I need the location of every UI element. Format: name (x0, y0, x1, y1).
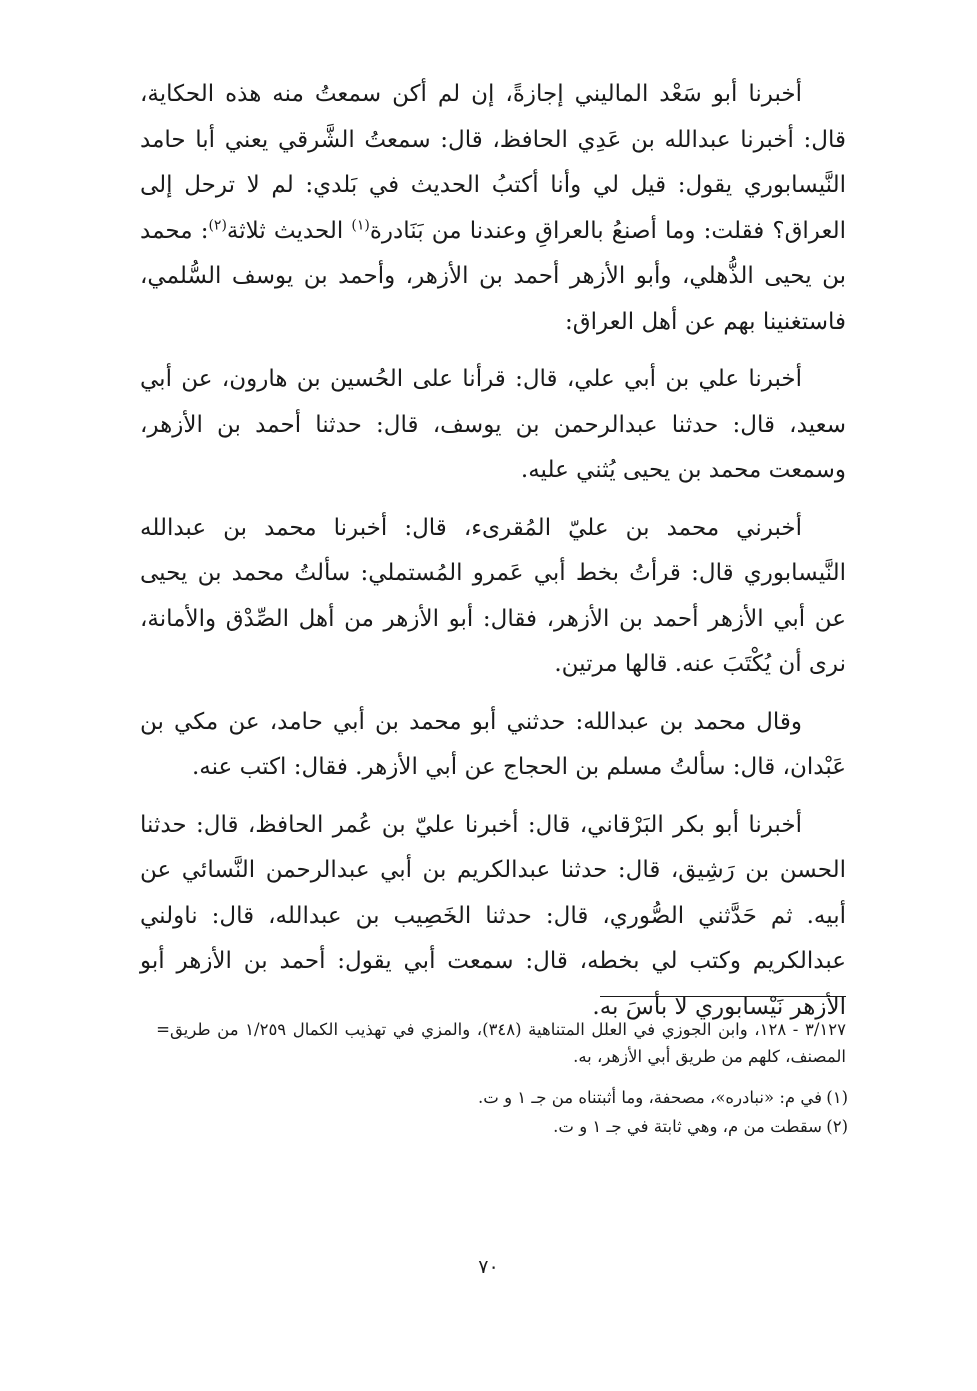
paragraph-1 (140, 72, 846, 345)
footnote-2 (140, 1113, 870, 1140)
footnotes (140, 1016, 870, 1142)
paragraph-2: أخبرنا علي بن أبي علي، قال: قرأنا على الحُسين بن هارون، عن أبي سعيد، قال: حدثنا عبدالرحمن بن يوسف، قال: حدثنا أحمد بن الأزهر، وسمعت محمد بن يحيى يُثني عليه. (140, 366, 846, 483)
page-number: ٧٠ (478, 1256, 499, 1278)
paragraph-1-text-c: : محمد بن يحيى الذُّهلي، وأبو الأزهر أحمد بن الأزهر، وأحمد بن يوسف السُّلمي، فاستغنينا بهم عن أهل العراق: (140, 217, 846, 335)
footnote-ref-2: (٢) (208, 216, 227, 233)
footnote-1 (140, 1084, 870, 1111)
paragraph-3: أخبرني محمد بن عليّ المُقرىء، قال: أخبرنا محمد بن عبدالله النَّيسابوري قال: قرأتُ بخط أبي عَمرو المُستملي: سألتُ محمد بن يحيى عن أبي الأزهر أحمد بن الأزهر، فقال: أبو الأزهر من أهل الصِّدْق والأمانة، نرى أن يُكْتَبَ عنه. قالها مرتين. (140, 514, 846, 677)
paragraph-5: أخبرنا أبو بكر البَرْقاني، قال: أخبرنا عليّ بن عُمر الحافظ، قال: حدثنا الحسن بن رَشِيق، قال: حدثنا عبدالكريم بن أبي عبدالرحمن النَّسائي عن أبيه. ثم حَدَّثني الصُّوري، قال: حدثنا الخَصِيب بن عبدالله، قال: ناولني عبدالكريم وكتب لي بخطه، قال: سمعت أبي يقول: أحمد بن الأزهر أبو الأزهر نَيْسابوري لا بأسَ به. (140, 811, 846, 1020)
footnote-continuation (140, 1016, 870, 1070)
main-text (140, 72, 846, 1042)
footnote-continuation-text: ٣/١٢٧ - ١٢٨، وابن الجوزي في العلل المتناهية (٣٤٨)، والمزي في تهذيب الكمال ١/٢٥٩ من طريق المصنف، كلهم من طريق أبي الأزهر، به. (170, 1020, 846, 1066)
footnote-text: في م: «نبادره»، مصحفة، وما أثبتناه من جـ ١ و ت. (478, 1088, 822, 1107)
footnote-text: سقطت من م، وهي ثابتة في جـ ١ و ت. (553, 1117, 822, 1136)
footnote-number: (٢) (826, 1117, 848, 1136)
footnote-continuation-marker: = (156, 1020, 170, 1039)
footnote-number: (١) (826, 1088, 848, 1107)
paragraph-1-text-a: أخبرنا أبو سَعْد الماليني إجازةً، إن لم أكن سمعتُ منه هذه الحكاية، قال: أخبرنا عبدالله بن عَدِي الحافظ، قال: سمعتُ الشَّرقي يعني أبا حامد النَّيسابوري يقول: قيل لي وأنا أكتبُ الحديث في بَلدي: لم لا ترحل إلى العراق؟ فقلت: وما أصنعُ بالعراقِ وعندنا من بَنَادرة (140, 81, 846, 244)
paragraph-1-text-b: الحديث ثلاثة (226, 217, 352, 244)
paragraph-4: وقال محمد بن عبدالله: حدثني أبو محمد بن أبي حامد، عن مكي بن عَبْدان، قال: سألتُ مسلم بن الحجاج عن أبي الأزهر. فقال: اكتب عنه. (140, 708, 846, 780)
footnote-ref-1: (١) (351, 216, 370, 233)
footnote-separator (600, 996, 846, 997)
